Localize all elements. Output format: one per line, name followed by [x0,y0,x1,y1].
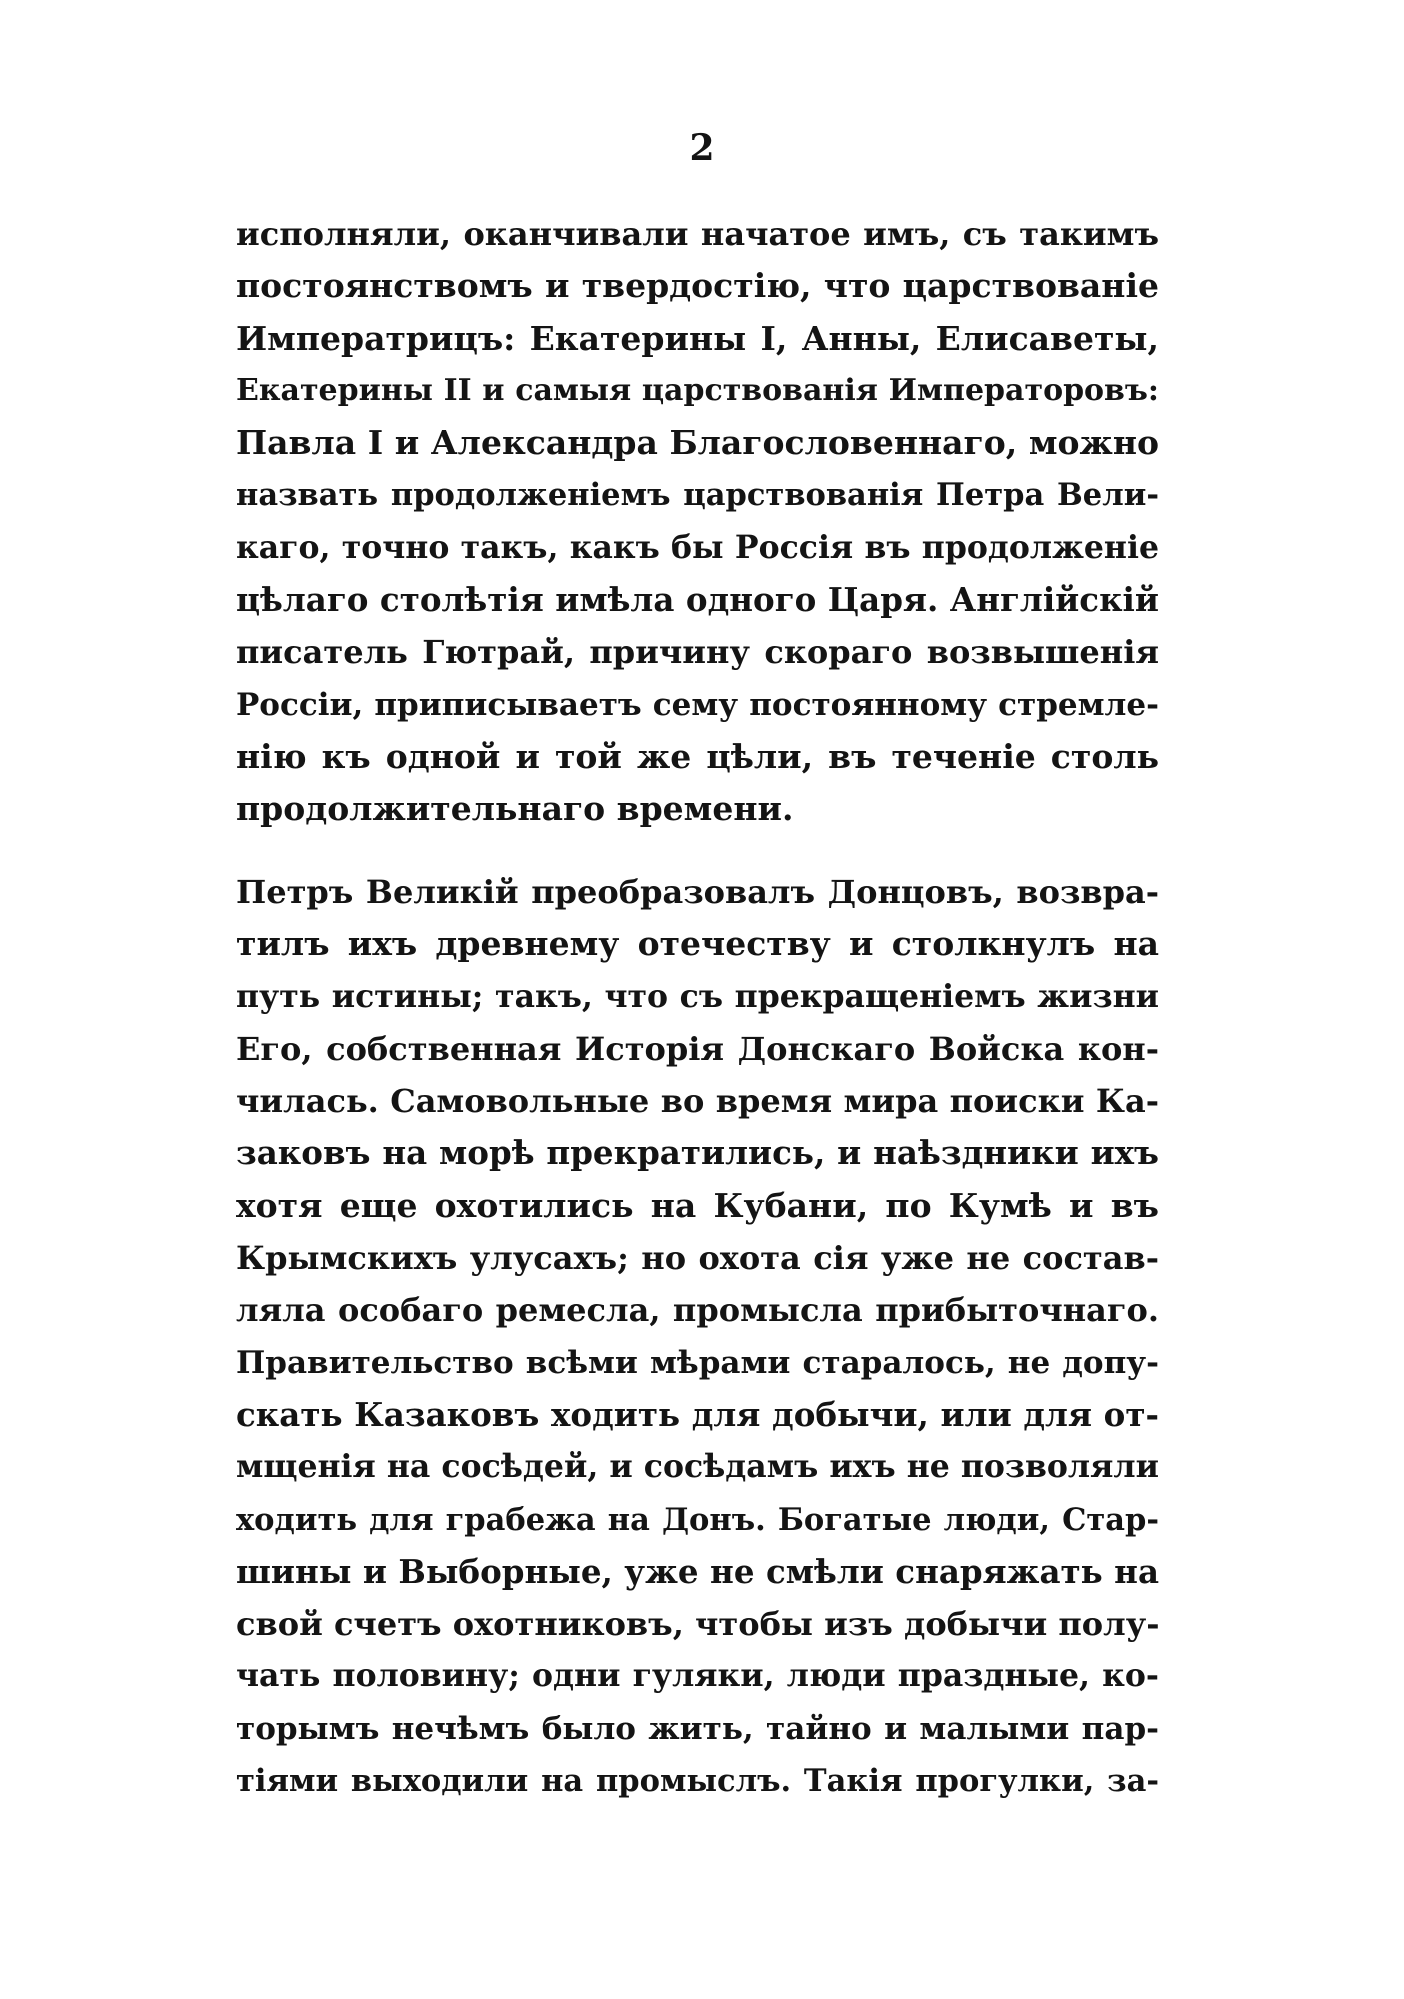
text-line: чать половину; одни гуляки, люди праздные, ко- [236,1657,1159,1695]
text-line: ляла особаго ремесла, промысла прибыточнаго. [236,1291,1159,1330]
text-line: каго, точно такъ, какъ бы Россія въ продолженіе [236,528,1159,566]
page-number: 2 [689,127,715,169]
text-line: Екатерины II и самыя царствованія Императоровъ: [236,372,1159,408]
text-line: Правительство всѣми мѣрами старалось, не допу- [236,1344,1159,1381]
text-line: скать Казаковъ ходить для добычи, или для от- [236,1394,1159,1434]
text-line: чилась. Самовольные во время мира поиски Ка- [236,1082,1159,1121]
text-line: Его, собственная Исторія Донскаго Войска кон- [236,1029,1159,1068]
text-line: свой счетъ охотниковъ, чтобы изъ добычи полу- [236,1605,1160,1644]
text-line: Крымскихъ улусахъ; но охота сія уже не состав- [236,1239,1159,1278]
text-line: Россіи, приписываетъ сему постоянному стремле- [236,686,1159,723]
text-line: цѣлаго столѣтія имѣла одного Царя. Англійскій [236,580,1159,620]
text-line: тилъ ихъ древнему отечеству и столкнулъ на [236,924,1159,964]
text-line: Императрицъ: Екатерины I, Анны, Елисаветы, [236,318,1159,358]
text-line: писатель Гютрай, причину скораго возвышенія [236,633,1159,672]
text-line: нію къ одной и той же цѣли, въ теченіе столь [236,736,1159,776]
text-line: мщенія на сосѣдей, и сосѣдамъ ихъ не позволяли [236,1448,1159,1486]
text-line: Петръ Великій преобразовалъ Донцовъ, возвра- [236,873,1159,911]
text-line: хотя еще охотились на Кубани, по Кумѣ и въ [236,1185,1159,1225]
text-line: заковъ на морѣ прекратились, и наѣздники ихъ [236,1133,1159,1173]
text-line: постоянствомъ и твердостію, что царствованіе [236,266,1159,306]
text-line: продолжительнаго времени. [236,789,794,829]
text-line: шины и Выборные, уже не смѣли снаряжать на [236,1551,1159,1591]
paragraph-2 [236,866,1159,1807]
text-line: ходить для грабежа на Донъ. Богатые люди, Стар- [236,1501,1159,1538]
text-line: тіями выходили на промыслъ. Такія прогулки, за- [236,1763,1159,1800]
text-line: торымъ нечѣмъ было жить, тайно и малыми пар- [236,1710,1159,1747]
text-line: путь истины; такъ, что съ прекращеніемъ жизни [236,977,1159,1015]
text-line: Павла I и Александра Благословеннаго, можно [236,423,1159,463]
text-line: исполняли, оканчивали начатое имъ, съ такимъ [236,215,1159,253]
text-line: назвать продолженіемъ царствованія Петра Вели- [236,477,1159,514]
paragraph-1 [236,208,1159,836]
